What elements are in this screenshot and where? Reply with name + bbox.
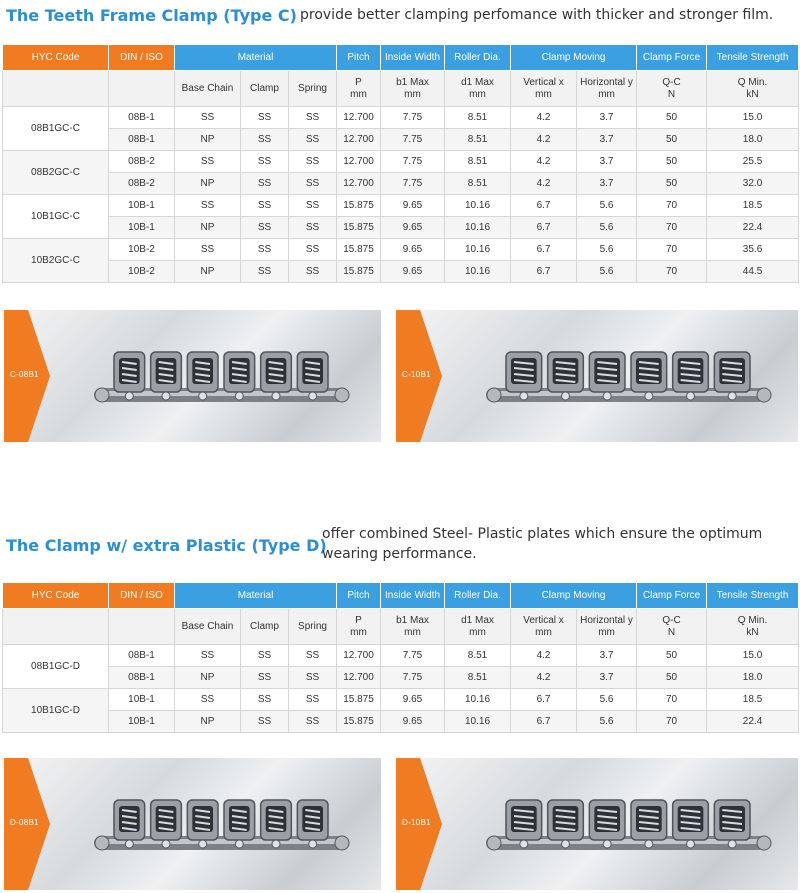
hyc-code-cell: 10B2GC-C [3, 239, 109, 283]
col-clamp-moving: Clamp Moving [511, 45, 637, 71]
col-clamp-force: Clamp Force [637, 45, 707, 71]
table-cell: 08B-1 [109, 129, 175, 151]
col-tensile-strength: Tensile Strength [707, 45, 799, 71]
table-cell: 7.75 [381, 667, 445, 689]
subhead-width: b1 Max mm [381, 609, 445, 645]
table-cell: 5.6 [577, 217, 637, 239]
table-cell: 12.700 [337, 645, 381, 667]
table-cell: 18.0 [707, 667, 799, 689]
table-cell: 70 [637, 217, 707, 239]
table-cell: 12.700 [337, 173, 381, 195]
table-cell: SS [241, 261, 289, 283]
table-cell: 7.75 [381, 645, 445, 667]
table-cell: 3.7 [577, 667, 637, 689]
table-cell: 15.875 [337, 261, 381, 283]
product-photo-d-10b1 [396, 758, 798, 890]
table-row [3, 711, 799, 733]
table-row [3, 261, 799, 283]
chain-image [486, 784, 776, 864]
col-inside-width: Inside Width [381, 45, 445, 71]
hyc-code-cell: 08B1GC-C [3, 107, 109, 151]
table-cell: 8.51 [445, 173, 511, 195]
table-cell: 9.65 [381, 711, 445, 733]
product-photo-c-10b1 [396, 310, 798, 442]
table-cell: 6.7 [511, 689, 577, 711]
product-photo-d-08b1 [4, 758, 381, 890]
table-subheader-row [3, 71, 799, 107]
col-material: Material [175, 45, 337, 71]
table-cell: 10B-2 [109, 239, 175, 261]
spec-table-type-c [2, 44, 799, 283]
table-cell: 6.7 [511, 195, 577, 217]
subhead-width: b1 Max mm [381, 71, 445, 107]
table-cell: 7.75 [381, 173, 445, 195]
table-cell: SS [241, 195, 289, 217]
col-tensile-strength: Tensile Strength [707, 583, 799, 609]
table-cell: 12.700 [337, 151, 381, 173]
table-cell: 3.7 [577, 129, 637, 151]
table-cell: 12.700 [337, 107, 381, 129]
table-cell: 50 [637, 645, 707, 667]
table-cell: 70 [637, 689, 707, 711]
hyc-code-cell: 10B1GC-C [3, 195, 109, 239]
table-cell: 4.2 [511, 667, 577, 689]
subhead-pitch: P mm [337, 609, 381, 645]
col-hyc-code: HYC Code [3, 45, 109, 71]
table-cell: SS [175, 239, 241, 261]
table-cell: SS [289, 217, 337, 239]
table-row [3, 195, 799, 217]
subhead-empty [109, 71, 175, 107]
subhead-vertical: Vertical x mm [511, 71, 577, 107]
subhead-vertical: Vertical x mm [511, 609, 577, 645]
table-cell: 22.4 [707, 217, 799, 239]
table-cell: 7.75 [381, 151, 445, 173]
table-cell: 70 [637, 239, 707, 261]
subhead-spring: Spring [289, 71, 337, 107]
table-cell: SS [289, 129, 337, 151]
table-cell: 18.5 [707, 195, 799, 217]
table-cell: 18.0 [707, 129, 799, 151]
table-cell: 08B-1 [109, 107, 175, 129]
table-cell: 9.65 [381, 689, 445, 711]
table-cell: 50 [637, 129, 707, 151]
table-cell: 4.2 [511, 151, 577, 173]
table-row [3, 645, 799, 667]
table-cell: 10.16 [445, 711, 511, 733]
table-row [3, 107, 799, 129]
col-clamp-moving: Clamp Moving [511, 583, 637, 609]
table-cell: 4.2 [511, 173, 577, 195]
col-clamp-force: Clamp Force [637, 583, 707, 609]
table-cell: 50 [637, 107, 707, 129]
table-cell: 4.2 [511, 107, 577, 129]
table-cell: 15.875 [337, 689, 381, 711]
subhead-empty [109, 609, 175, 645]
table-cell: SS [241, 129, 289, 151]
table-cell: SS [289, 711, 337, 733]
table-cell: 15.0 [707, 645, 799, 667]
table-cell: 6.7 [511, 711, 577, 733]
table-cell: SS [241, 689, 289, 711]
col-material: Material [175, 583, 337, 609]
table-cell: SS [241, 173, 289, 195]
table-cell: SS [175, 107, 241, 129]
photo-label: C-08B1 [10, 370, 39, 379]
hyc-code-cell: 10B1GC-D [3, 689, 109, 733]
table-cell: 8.51 [445, 107, 511, 129]
section-c-tagline: provide better clamping perfomance with thicker and stronger film. [300, 7, 774, 23]
table-cell: 15.875 [337, 239, 381, 261]
table-cell: SS [289, 239, 337, 261]
col-pitch: Pitch [337, 583, 381, 609]
table-cell: 08B-2 [109, 173, 175, 195]
subhead-empty [3, 609, 109, 645]
table-cell: 10.16 [445, 261, 511, 283]
table-cell: SS [289, 689, 337, 711]
table-cell: 10B-1 [109, 711, 175, 733]
subhead-roller: d1 Max mm [445, 609, 511, 645]
col-roller-dia: Roller Dia. [445, 583, 511, 609]
col-roller-dia: Roller Dia. [445, 45, 511, 71]
table-cell: SS [289, 645, 337, 667]
table-cell: NP [175, 217, 241, 239]
table-cell: 08B-1 [109, 667, 175, 689]
subhead-base-chain: Base Chain [175, 609, 241, 645]
table-cell: 35.6 [707, 239, 799, 261]
table-header-row [3, 45, 799, 71]
table-cell: SS [175, 645, 241, 667]
table-cell: 10.16 [445, 217, 511, 239]
table-cell: 18.5 [707, 689, 799, 711]
table-cell: 7.75 [381, 129, 445, 151]
subhead-roller: d1 Max mm [445, 71, 511, 107]
table-cell: 5.6 [577, 195, 637, 217]
table-cell: 9.65 [381, 239, 445, 261]
table-cell: SS [289, 151, 337, 173]
table-cell: SS [241, 239, 289, 261]
table-cell: SS [241, 107, 289, 129]
section-d-title: The Clamp w/ extra Plastic (Type D) [6, 536, 327, 555]
table-cell: 10.16 [445, 239, 511, 261]
table-cell: SS [241, 711, 289, 733]
subhead-horizontal: Horizontal y mm [577, 71, 637, 107]
table-cell: 8.51 [445, 151, 511, 173]
photo-label: D-10B1 [402, 818, 431, 827]
table-row [3, 689, 799, 711]
subhead-horizontal: Horizontal y mm [577, 609, 637, 645]
table-cell: SS [175, 151, 241, 173]
table-cell: SS [289, 261, 337, 283]
col-din-iso: DIN / ISO [109, 45, 175, 71]
table-cell: SS [241, 645, 289, 667]
table-row [3, 667, 799, 689]
table-cell: 3.7 [577, 151, 637, 173]
table-cell: NP [175, 261, 241, 283]
table-cell: 15.0 [707, 107, 799, 129]
table-cell: 8.51 [445, 667, 511, 689]
table-cell: 15.875 [337, 217, 381, 239]
table-row [3, 217, 799, 239]
table-cell: 25.5 [707, 151, 799, 173]
table-cell: 10B-2 [109, 261, 175, 283]
table-cell: 5.6 [577, 239, 637, 261]
table-cell: SS [175, 689, 241, 711]
spec-table-type-d [2, 582, 799, 733]
hyc-code-cell: 08B1GC-D [3, 645, 109, 689]
table-cell: NP [175, 129, 241, 151]
subhead-spring: Spring [289, 609, 337, 645]
table-cell: 10B-1 [109, 195, 175, 217]
subhead-tensile: Q Min. kN [707, 609, 799, 645]
subhead-force: Q-C N [637, 71, 707, 107]
table-cell: 6.7 [511, 261, 577, 283]
subhead-clamp: Clamp [241, 609, 289, 645]
table-subheader-row [3, 609, 799, 645]
table-header-row [3, 583, 799, 609]
table-cell: 9.65 [381, 261, 445, 283]
table-cell: 3.7 [577, 173, 637, 195]
table-cell: 08B-1 [109, 645, 175, 667]
table-cell: 7.75 [381, 107, 445, 129]
subhead-force: Q-C N [637, 609, 707, 645]
table-cell: 32.0 [707, 173, 799, 195]
table-cell: SS [241, 151, 289, 173]
subhead-pitch: P mm [337, 71, 381, 107]
table-cell: 70 [637, 261, 707, 283]
table-cell: SS [289, 107, 337, 129]
subhead-empty [3, 71, 109, 107]
table-cell: 10B-1 [109, 217, 175, 239]
table-cell: SS [175, 195, 241, 217]
table-cell: 9.65 [381, 195, 445, 217]
col-din-iso: DIN / ISO [109, 583, 175, 609]
table-cell: 15.875 [337, 711, 381, 733]
table-cell: SS [289, 173, 337, 195]
table-cell: 50 [637, 667, 707, 689]
table-cell: SS [241, 667, 289, 689]
table-cell: 50 [637, 173, 707, 195]
section-c-title: The Teeth Frame Clamp (Type C) [6, 6, 297, 25]
table-cell: SS [241, 217, 289, 239]
table-cell: 9.65 [381, 217, 445, 239]
table-row [3, 173, 799, 195]
hyc-code-cell: 08B2GC-C [3, 151, 109, 195]
table-cell: NP [175, 173, 241, 195]
table-cell: 5.6 [577, 689, 637, 711]
col-hyc-code: HYC Code [3, 583, 109, 609]
table-row [3, 151, 799, 173]
subhead-tensile: Q Min. kN [707, 71, 799, 107]
table-cell: 8.51 [445, 129, 511, 151]
table-cell: 4.2 [511, 129, 577, 151]
table-cell: 6.7 [511, 217, 577, 239]
table-cell: SS [289, 667, 337, 689]
table-cell: 8.51 [445, 645, 511, 667]
table-cell: 12.700 [337, 667, 381, 689]
table-row [3, 129, 799, 151]
table-cell: 22.4 [707, 711, 799, 733]
table-cell: 5.6 [577, 261, 637, 283]
chain-image [486, 336, 776, 416]
subhead-clamp: Clamp [241, 71, 289, 107]
table-cell: SS [289, 195, 337, 217]
photo-label: C-10B1 [402, 370, 431, 379]
table-cell: 4.2 [511, 645, 577, 667]
table-cell: 15.875 [337, 195, 381, 217]
photo-label: D-08B1 [10, 818, 39, 827]
table-cell: 6.7 [511, 239, 577, 261]
product-photo-c-08b1 [4, 310, 381, 442]
table-cell: 5.6 [577, 711, 637, 733]
table-cell: NP [175, 667, 241, 689]
table-cell: NP [175, 711, 241, 733]
chain-image [94, 784, 354, 864]
subhead-base-chain: Base Chain [175, 71, 241, 107]
chain-image [94, 336, 354, 416]
table-cell: 10B-1 [109, 689, 175, 711]
table-cell: 08B-2 [109, 151, 175, 173]
table-row [3, 239, 799, 261]
table-cell: 70 [637, 195, 707, 217]
table-cell: 12.700 [337, 129, 381, 151]
table-cell: 44.5 [707, 261, 799, 283]
table-cell: 10.16 [445, 195, 511, 217]
section-d-tagline: offer combined Steel- Plastic plates which ensure the optimum wearing performance. [322, 526, 763, 562]
table-cell: 3.7 [577, 645, 637, 667]
col-pitch: Pitch [337, 45, 381, 71]
table-cell: 3.7 [577, 107, 637, 129]
col-inside-width: Inside Width [381, 583, 445, 609]
table-cell: 50 [637, 151, 707, 173]
table-cell: 70 [637, 711, 707, 733]
table-cell: 10.16 [445, 689, 511, 711]
